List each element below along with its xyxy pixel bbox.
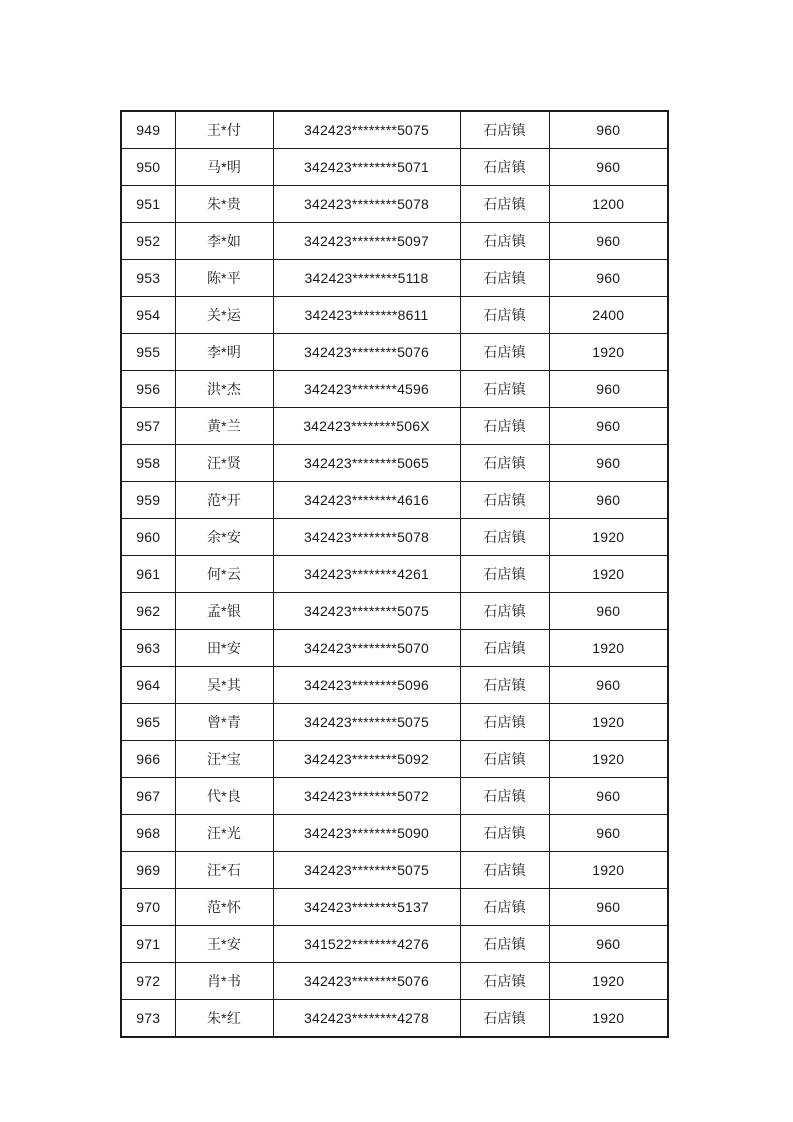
- name-cell: 朱*红: [175, 1000, 273, 1038]
- amount-cell: 960: [549, 926, 668, 963]
- serial-cell: 958: [121, 445, 175, 482]
- name-cell: 洪*杰: [175, 371, 273, 408]
- town-cell: 石店镇: [460, 667, 549, 704]
- town-cell: 石店镇: [460, 186, 549, 223]
- amount-cell: 1920: [549, 852, 668, 889]
- town-cell: 石店镇: [460, 371, 549, 408]
- name-cell: 范*开: [175, 482, 273, 519]
- serial-cell: 955: [121, 334, 175, 371]
- serial-cell: 971: [121, 926, 175, 963]
- id-number-cell: 342423********5097: [273, 223, 460, 260]
- amount-cell: 960: [549, 223, 668, 260]
- amount-cell: 1920: [549, 1000, 668, 1038]
- id-number-cell: 342423********5092: [273, 741, 460, 778]
- serial-cell: 952: [121, 223, 175, 260]
- serial-cell: 964: [121, 667, 175, 704]
- table-row: [121, 963, 668, 1000]
- amount-cell: 960: [549, 815, 668, 852]
- table-row: [121, 778, 668, 815]
- town-cell: 石店镇: [460, 223, 549, 260]
- name-cell: 汪*宝: [175, 741, 273, 778]
- id-number-cell: 342423********5090: [273, 815, 460, 852]
- serial-cell: 972: [121, 963, 175, 1000]
- table-body: [121, 111, 668, 1037]
- town-cell: 石店镇: [460, 111, 549, 149]
- amount-cell: 1920: [549, 334, 668, 371]
- town-cell: 石店镇: [460, 593, 549, 630]
- town-cell: 石店镇: [460, 482, 549, 519]
- id-number-cell: 342423********5137: [273, 889, 460, 926]
- beneficiary-table: [120, 110, 669, 1038]
- name-cell: 黄*兰: [175, 408, 273, 445]
- name-cell: 李*明: [175, 334, 273, 371]
- table-row: [121, 926, 668, 963]
- serial-cell: 960: [121, 519, 175, 556]
- town-cell: 石店镇: [460, 704, 549, 741]
- amount-cell: 960: [549, 408, 668, 445]
- amount-cell: 1920: [549, 704, 668, 741]
- serial-cell: 963: [121, 630, 175, 667]
- table-row: [121, 1000, 668, 1038]
- id-number-cell: 342423********5065: [273, 445, 460, 482]
- table-row: [121, 704, 668, 741]
- table-row: [121, 111, 668, 149]
- serial-cell: 967: [121, 778, 175, 815]
- id-number-cell: 342423********506X: [273, 408, 460, 445]
- town-cell: 石店镇: [460, 297, 549, 334]
- serial-cell: 962: [121, 593, 175, 630]
- table-row: [121, 482, 668, 519]
- table-row: [121, 667, 668, 704]
- name-cell: 肖*书: [175, 963, 273, 1000]
- id-number-cell: 342423********4261: [273, 556, 460, 593]
- id-number-cell: 342423********5076: [273, 963, 460, 1000]
- town-cell: 石店镇: [460, 815, 549, 852]
- town-cell: 石店镇: [460, 519, 549, 556]
- amount-cell: 1920: [549, 741, 668, 778]
- id-number-cell: 342423********5078: [273, 186, 460, 223]
- town-cell: 石店镇: [460, 741, 549, 778]
- amount-cell: 960: [549, 260, 668, 297]
- town-cell: 石店镇: [460, 778, 549, 815]
- id-number-cell: 342423********5072: [273, 778, 460, 815]
- name-cell: 余*安: [175, 519, 273, 556]
- serial-cell: 949: [121, 111, 175, 149]
- amount-cell: 1200: [549, 186, 668, 223]
- amount-cell: 1920: [549, 630, 668, 667]
- name-cell: 吴*其: [175, 667, 273, 704]
- id-number-cell: 342423********5075: [273, 593, 460, 630]
- id-number-cell: 342423********5076: [273, 334, 460, 371]
- amount-cell: 2400: [549, 297, 668, 334]
- town-cell: 石店镇: [460, 630, 549, 667]
- serial-cell: 973: [121, 1000, 175, 1038]
- amount-cell: 960: [549, 889, 668, 926]
- table-row: [121, 593, 668, 630]
- table-row: [121, 297, 668, 334]
- name-cell: 汪*石: [175, 852, 273, 889]
- table-row: [121, 371, 668, 408]
- amount-cell: 1920: [549, 963, 668, 1000]
- id-number-cell: 342423********5096: [273, 667, 460, 704]
- table-row: [121, 223, 668, 260]
- name-cell: 汪*光: [175, 815, 273, 852]
- table-row: [121, 334, 668, 371]
- town-cell: 石店镇: [460, 149, 549, 186]
- serial-cell: 961: [121, 556, 175, 593]
- id-number-cell: 342423********5078: [273, 519, 460, 556]
- name-cell: 马*明: [175, 149, 273, 186]
- town-cell: 石店镇: [460, 408, 549, 445]
- id-number-cell: 342423********5075: [273, 704, 460, 741]
- id-number-cell: 342423********5118: [273, 260, 460, 297]
- serial-cell: 970: [121, 889, 175, 926]
- table-row: [121, 149, 668, 186]
- serial-cell: 968: [121, 815, 175, 852]
- name-cell: 范*怀: [175, 889, 273, 926]
- serial-cell: 965: [121, 704, 175, 741]
- name-cell: 曾*青: [175, 704, 273, 741]
- name-cell: 孟*银: [175, 593, 273, 630]
- table-row: [121, 630, 668, 667]
- id-number-cell: 341522********4276: [273, 926, 460, 963]
- id-number-cell: 342423********4596: [273, 371, 460, 408]
- table-row: [121, 445, 668, 482]
- id-number-cell: 342423********4278: [273, 1000, 460, 1038]
- town-cell: 石店镇: [460, 852, 549, 889]
- amount-cell: 960: [549, 778, 668, 815]
- name-cell: 关*运: [175, 297, 273, 334]
- town-cell: 石店镇: [460, 926, 549, 963]
- amount-cell: 960: [549, 667, 668, 704]
- amount-cell: 960: [549, 111, 668, 149]
- id-number-cell: 342423********5071: [273, 149, 460, 186]
- id-number-cell: 342423********4616: [273, 482, 460, 519]
- id-number-cell: 342423********5075: [273, 852, 460, 889]
- town-cell: 石店镇: [460, 889, 549, 926]
- name-cell: 陈*平: [175, 260, 273, 297]
- serial-cell: 953: [121, 260, 175, 297]
- town-cell: 石店镇: [460, 334, 549, 371]
- amount-cell: 960: [549, 593, 668, 630]
- serial-cell: 951: [121, 186, 175, 223]
- name-cell: 李*如: [175, 223, 273, 260]
- serial-cell: 966: [121, 741, 175, 778]
- town-cell: 石店镇: [460, 963, 549, 1000]
- name-cell: 田*安: [175, 630, 273, 667]
- name-cell: 何*云: [175, 556, 273, 593]
- name-cell: 王*安: [175, 926, 273, 963]
- town-cell: 石店镇: [460, 556, 549, 593]
- name-cell: 王*付: [175, 111, 273, 149]
- table-row: [121, 519, 668, 556]
- amount-cell: 960: [549, 371, 668, 408]
- town-cell: 石店镇: [460, 260, 549, 297]
- serial-cell: 959: [121, 482, 175, 519]
- name-cell: 朱*贵: [175, 186, 273, 223]
- town-cell: 石店镇: [460, 445, 549, 482]
- serial-cell: 969: [121, 852, 175, 889]
- table-row: [121, 741, 668, 778]
- serial-cell: 956: [121, 371, 175, 408]
- serial-cell: 957: [121, 408, 175, 445]
- serial-cell: 950: [121, 149, 175, 186]
- amount-cell: 1920: [549, 556, 668, 593]
- id-number-cell: 342423********5075: [273, 111, 460, 149]
- amount-cell: 960: [549, 445, 668, 482]
- town-cell: 石店镇: [460, 1000, 549, 1038]
- table-row: [121, 408, 668, 445]
- name-cell: 汪*贤: [175, 445, 273, 482]
- amount-cell: 960: [549, 149, 668, 186]
- name-cell: 代*良: [175, 778, 273, 815]
- amount-cell: 1920: [549, 519, 668, 556]
- table-row: [121, 889, 668, 926]
- id-number-cell: 342423********5070: [273, 630, 460, 667]
- serial-cell: 954: [121, 297, 175, 334]
- table-row: [121, 815, 668, 852]
- id-number-cell: 342423********8611: [273, 297, 460, 334]
- table-row: [121, 186, 668, 223]
- amount-cell: 960: [549, 482, 668, 519]
- table-row: [121, 852, 668, 889]
- table-row: [121, 556, 668, 593]
- table-row: [121, 260, 668, 297]
